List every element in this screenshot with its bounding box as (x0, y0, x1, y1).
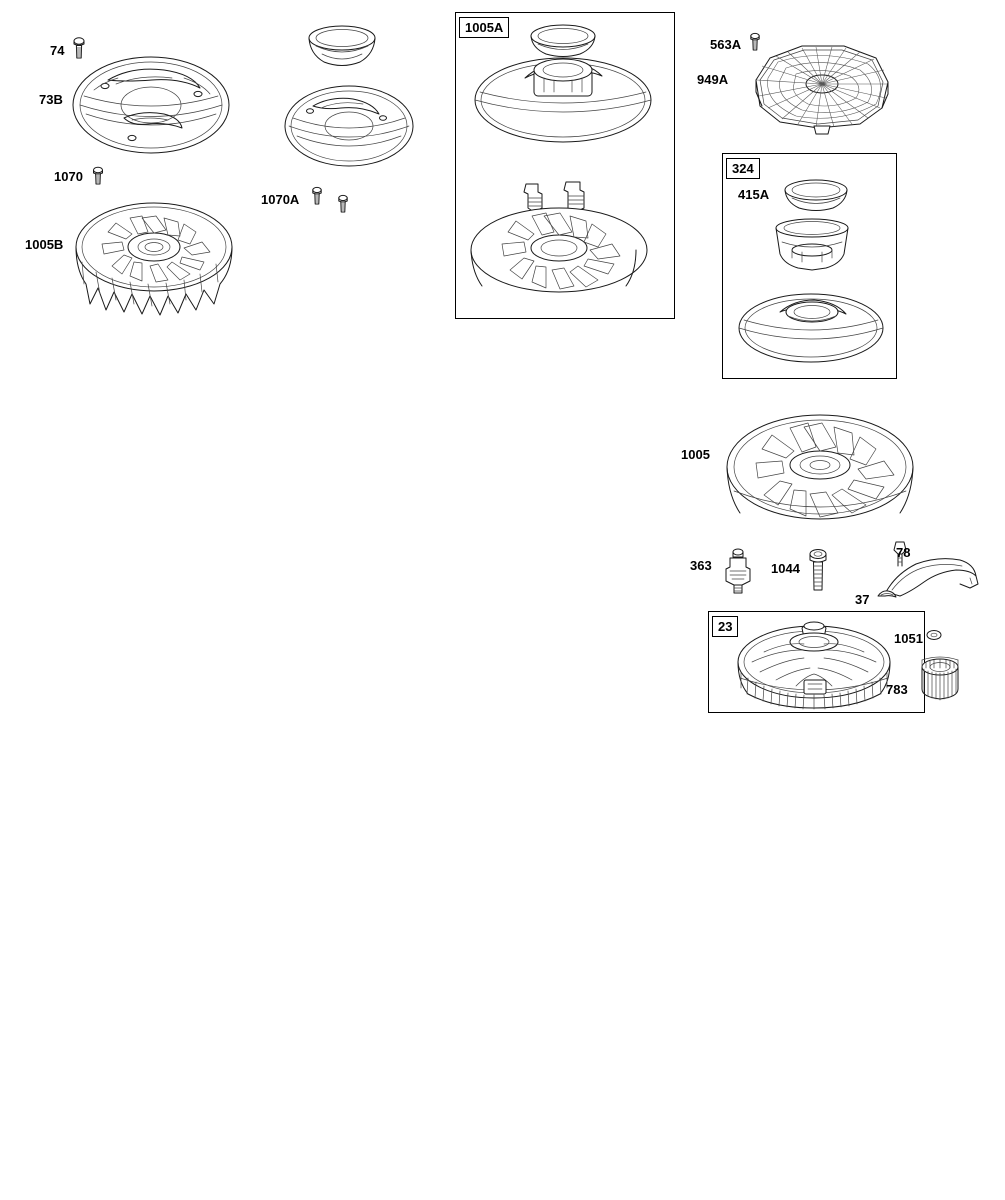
part-screw-1070A-right (336, 194, 352, 216)
part-blower-housing-cover-73B (72, 50, 232, 155)
part-shroud-1005A (470, 22, 660, 152)
part-rotating-screen-949A (748, 40, 898, 140)
callout-324: 324 (726, 158, 760, 179)
part-screw-1070A-left (310, 186, 326, 208)
part-flywheel-1005 (722, 395, 922, 530)
part-cup-cover-top (306, 24, 378, 72)
callout-415A: 415A (738, 187, 770, 202)
part-washer-1051 (924, 628, 944, 642)
callout-1005: 1005 (681, 447, 710, 462)
callout-37: 37 (855, 592, 870, 607)
callout-74: 74 (50, 43, 65, 58)
callout-1070: 1070 (54, 169, 83, 184)
part-bracket-363 (720, 547, 756, 595)
callout-563A: 563A (710, 37, 742, 52)
part-flywheel-1005B (72, 192, 240, 322)
callout-23: 23 (712, 616, 738, 637)
callout-949A: 949A (697, 72, 729, 87)
callout-1005B: 1005B (25, 237, 64, 252)
callout-1044: 1044 (771, 561, 800, 576)
part-flywheel-fan-1005A (466, 180, 656, 300)
part-cup-retainer-324 (772, 218, 852, 274)
part-screw-1070 (90, 166, 108, 188)
callout-73B: 73B (39, 92, 63, 107)
part-blower-housing-cover-second (283, 78, 415, 174)
part-cap-415A (780, 178, 852, 214)
callout-1051: 1051 (894, 631, 923, 646)
part-bolt-1044 (806, 548, 832, 594)
callout-1070A: 1070A (261, 192, 300, 207)
callout-363: 363 (690, 558, 712, 573)
callout-78: 78 (896, 545, 911, 560)
part-flywheel-shroud-324 (736, 286, 886, 366)
callout-1005A: 1005A (459, 17, 509, 38)
callout-783: 783 (886, 682, 908, 697)
part-flywheel-ring-gear-23 (734, 618, 894, 710)
part-clip-37 (876, 588, 898, 602)
part-pinion-gear-783 (916, 655, 964, 705)
